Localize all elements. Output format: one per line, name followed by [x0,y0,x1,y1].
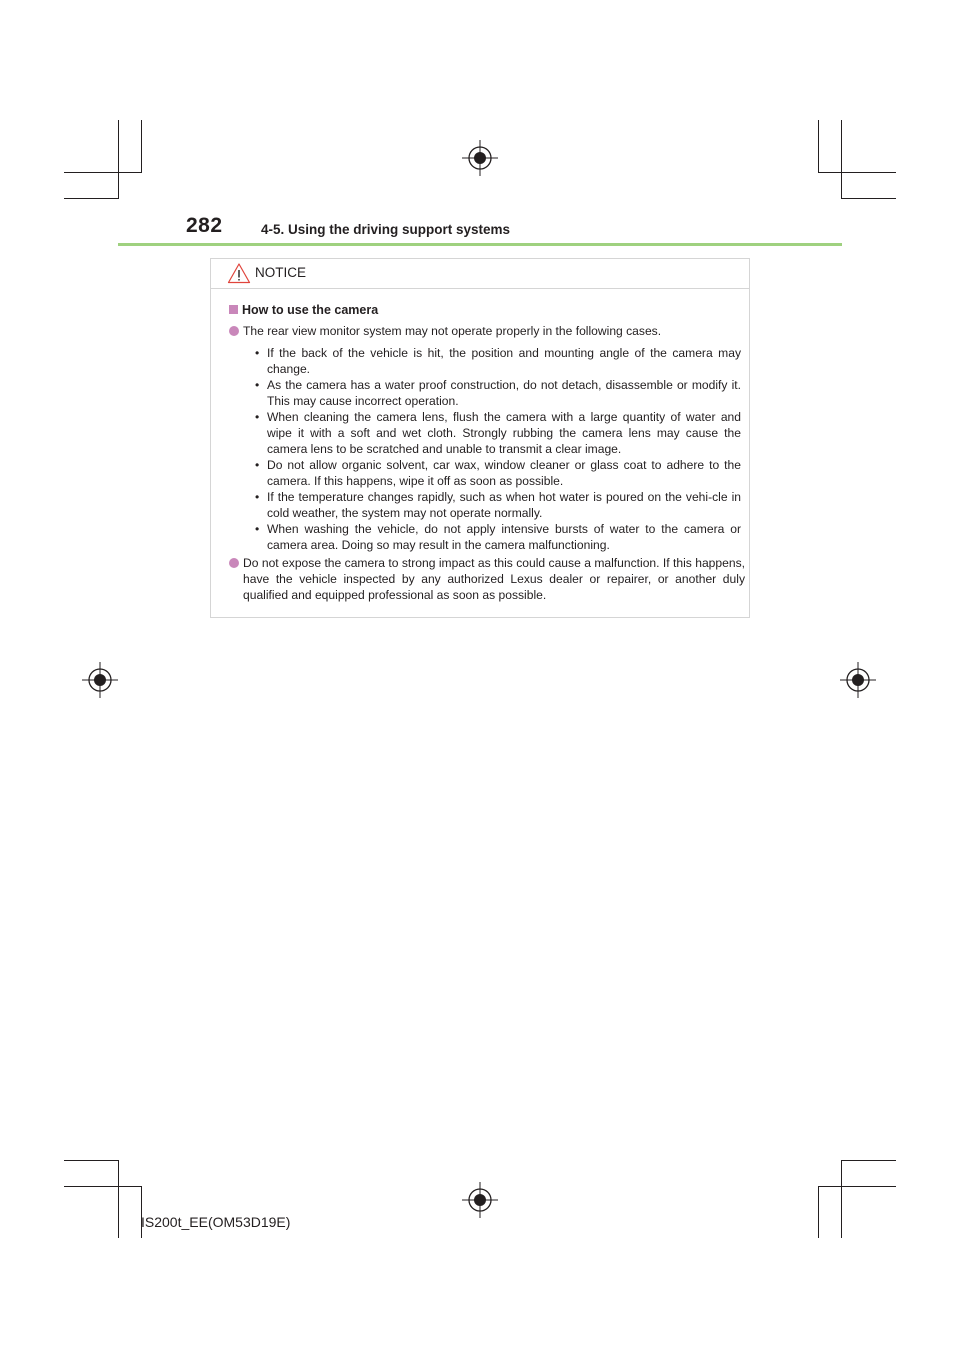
sub-item-text: If the back of the vehicle is hit, the position and mounting angle of the camera may change. [267,346,741,376]
registration-mark-icon [460,138,500,178]
sub-item [255,377,741,409]
registration-mark-icon [460,1180,500,1220]
section-title: 4-5. Using the driving support systems [261,222,511,237]
sub-item-marker: • [255,522,260,536]
bullet-text: The rear view monitor system may not operate properly in the following cases. [243,324,662,338]
heading-text: How to use the camera [242,303,379,317]
header-rule [118,243,842,246]
sub-item-marker: • [255,410,260,424]
sub-item [255,457,741,489]
sub-item [255,345,741,377]
warning-triangle-icon [227,262,251,284]
sub-item-marker: • [255,378,260,392]
sub-item [255,409,741,457]
sub-item-text: As the camera has a water proof construction, do not detach, disassemble or modify it. This may cause incorrect operation. [267,378,741,408]
notice-header [211,259,749,289]
registration-mark-icon [838,660,878,700]
registration-mark-icon [80,660,120,700]
sub-item-text: If the temperature changes rapidly, such as when hot water is poured on the vehi-cle in cold weather, the system may not operate normally. [267,490,741,520]
sub-item-marker: • [255,490,260,504]
round-bullet-icon [229,558,239,568]
sub-item-text: When washing the vehicle, do not apply intensive bursts of water to the camera or camera area. Doing so may result in the camera malfunctioning. [267,522,741,552]
bullet-item [229,323,745,339]
sub-item [255,489,741,521]
notice-box [210,258,750,618]
sub-item [255,521,741,553]
bullet-item [229,555,745,603]
page-number: 282 [186,214,223,237]
notice-heading [229,303,378,317]
sub-item-marker: • [255,458,260,472]
sub-item-marker: • [255,346,260,360]
round-bullet-icon [229,326,239,336]
notice-label: NOTICE [255,265,307,280]
square-bullet-icon [229,305,238,314]
footer-model-code: IS200t_EE(OM53D19E) [141,1214,291,1230]
bullet-text: Do not expose the camera to strong impact as this could cause a malfunction. If this happens, have the vehicle inspected by any authorized Lexus dealer or repairer, or another duly qualified and equipped professional as soon as possible. [243,556,745,602]
sub-item-text: When cleaning the camera lens, flush the camera with a large quantity of water and wipe it with a soft and wet cloth. Strongly rubbing the camera lens may cause the camera lens to be scratched and unable to transmit a clear image. [267,410,741,456]
sub-item-text: Do not allow organic solvent, car wax, window cleaner or glass coat to adhere to the camera. If this happens, wipe it off as soon as possible. [267,458,741,488]
